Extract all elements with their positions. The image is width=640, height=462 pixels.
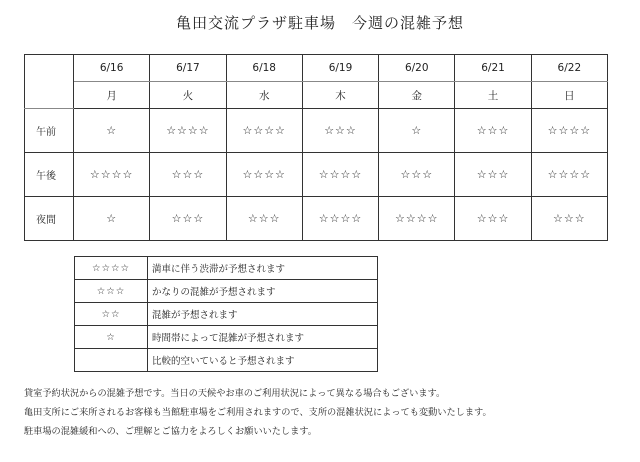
date-cell: 6/18 [226,55,302,82]
time-slot-label: 午後 [25,153,74,197]
weekday-cell: 土 [455,82,531,109]
legend-table [74,256,378,372]
legend-description: かなりの混雑が予想されます [148,280,378,303]
congestion-rating: ☆☆☆☆ [379,197,455,241]
weekday-cell: 水 [226,82,302,109]
date-cell: 6/17 [150,55,226,82]
congestion-rating: ☆☆☆☆ [226,153,302,197]
legend-row [75,326,378,349]
legend-stars [75,349,148,372]
congestion-rating: ☆ [74,197,150,241]
date-cell: 6/21 [455,55,531,82]
afternoon-row [25,153,608,197]
night-row [25,197,608,241]
page-title: 亀田交流プラザ駐車場 今週の混雑予想 [175,14,464,32]
legend-stars: ☆☆☆☆ [75,257,148,280]
date-cell: 6/19 [302,55,378,82]
congestion-rating: ☆☆☆ [150,197,226,241]
legend-row [75,257,378,280]
weekday-cell: 火 [150,82,226,109]
legend-stars: ☆☆☆ [75,280,148,303]
congestion-rating: ☆ [74,109,150,153]
congestion-rating: ☆☆☆ [226,197,302,241]
congestion-rating: ☆☆☆ [302,109,378,153]
congestion-rating: ☆☆☆☆ [226,109,302,153]
congestion-rating: ☆☆☆ [531,197,607,241]
congestion-rating: ☆☆☆☆ [531,109,607,153]
congestion-rating: ☆☆☆☆ [302,153,378,197]
note-line: 駐車場の混雑緩和への、ご理解とご協力をよろしくお願いいたします。 [24,426,317,437]
date-cell: 6/22 [531,55,607,82]
legend-row [75,280,378,303]
weekday-cell: 木 [302,82,378,109]
weekday-cell: 金 [379,82,455,109]
congestion-rating: ☆ [379,109,455,153]
legend-row [75,303,378,326]
date-cell: 6/20 [379,55,455,82]
congestion-rating: ☆☆☆☆ [150,109,226,153]
note-line: 貸室予約状況からの混雑予想です。当日の天候やお車のご利用状況によって異なる場合もございます。 [24,388,446,399]
congestion-rating: ☆☆☆ [379,153,455,197]
congestion-rating: ☆☆☆☆ [74,153,150,197]
notes-section [24,384,624,441]
weekday-header-row [25,82,608,109]
congestion-rating: ☆☆☆ [150,153,226,197]
note-line: 亀田支所にご来所されるお客様も当館駐車場をご利用されますので、支所の混雑状況によっても変動いたします。 [24,407,492,418]
legend-description: 満車に伴う渋滞が予想されます [148,257,378,280]
congestion-rating: ☆☆☆ [455,153,531,197]
time-slot-label: 夜間 [25,197,74,241]
legend-description: 比較的空いていると予想されます [148,349,378,372]
legend-stars: ☆☆ [75,303,148,326]
date-header-row [25,55,608,82]
weekday-cell: 日 [531,82,607,109]
congestion-rating: ☆☆☆ [455,109,531,153]
congestion-rating: ☆☆☆☆ [531,153,607,197]
weekday-cell: 月 [74,82,150,109]
congestion-rating: ☆☆☆ [455,197,531,241]
weekly-forecast-table [24,54,608,241]
legend-description: 混雑が予想されます [148,303,378,326]
congestion-rating: ☆☆☆☆ [302,197,378,241]
date-cell: 6/16 [74,55,150,82]
legend-stars: ☆ [75,326,148,349]
legend-description: 時間帯によって混雑が予想されます [148,326,378,349]
legend-row [75,349,378,372]
morning-row [25,109,608,153]
table-corner-cell [25,55,74,109]
time-slot-label: 午前 [25,109,74,153]
